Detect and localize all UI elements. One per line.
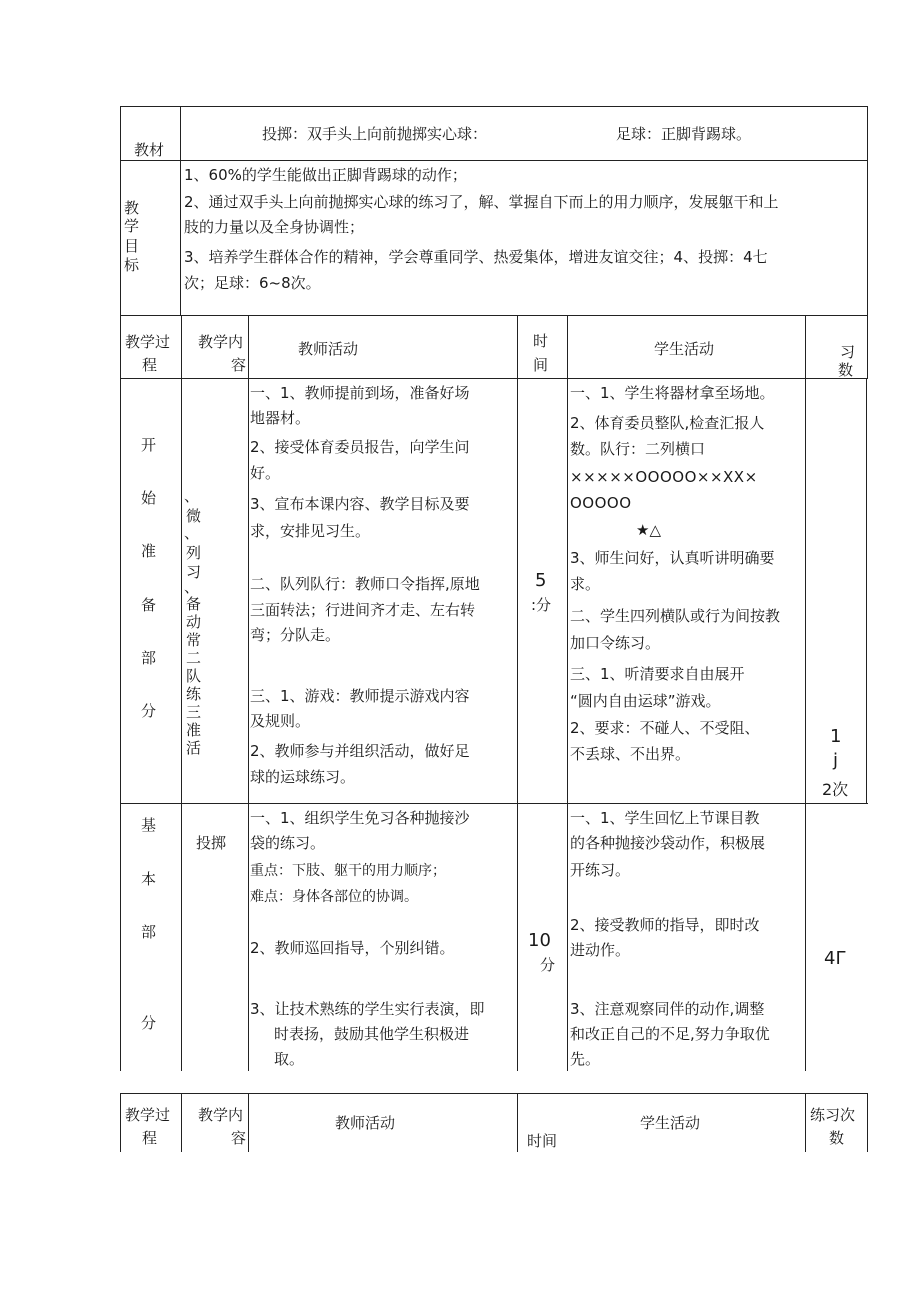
section2-count: 4Γ <box>824 948 846 969</box>
goal-line: 次；足球：6~8次。 <box>184 274 321 292</box>
goal-line: 2、通过双手头上向前抛掷实心球的练习了，解、掌握自下而上的用力顺序，发展躯干和上 <box>184 193 779 211</box>
goal-line: 3、培养学生群体合作的精神，学会尊重同学、热爱集体，增进友谊交往；4、投掷：4七 <box>184 248 768 266</box>
section2-content: 投掷 <box>196 834 227 852</box>
jiaocai-label: 教材 <box>134 141 165 159</box>
throw-title: 投掷：双手头上向前抛掷实心球： <box>262 125 488 143</box>
goal-line: 肢的力量以及全身协调性； <box>184 218 365 236</box>
football-title: 足球：正脚背踢球。 <box>616 125 752 143</box>
goal-line: 1、60%的学生能做出正脚背踢球的动作； <box>184 166 467 184</box>
